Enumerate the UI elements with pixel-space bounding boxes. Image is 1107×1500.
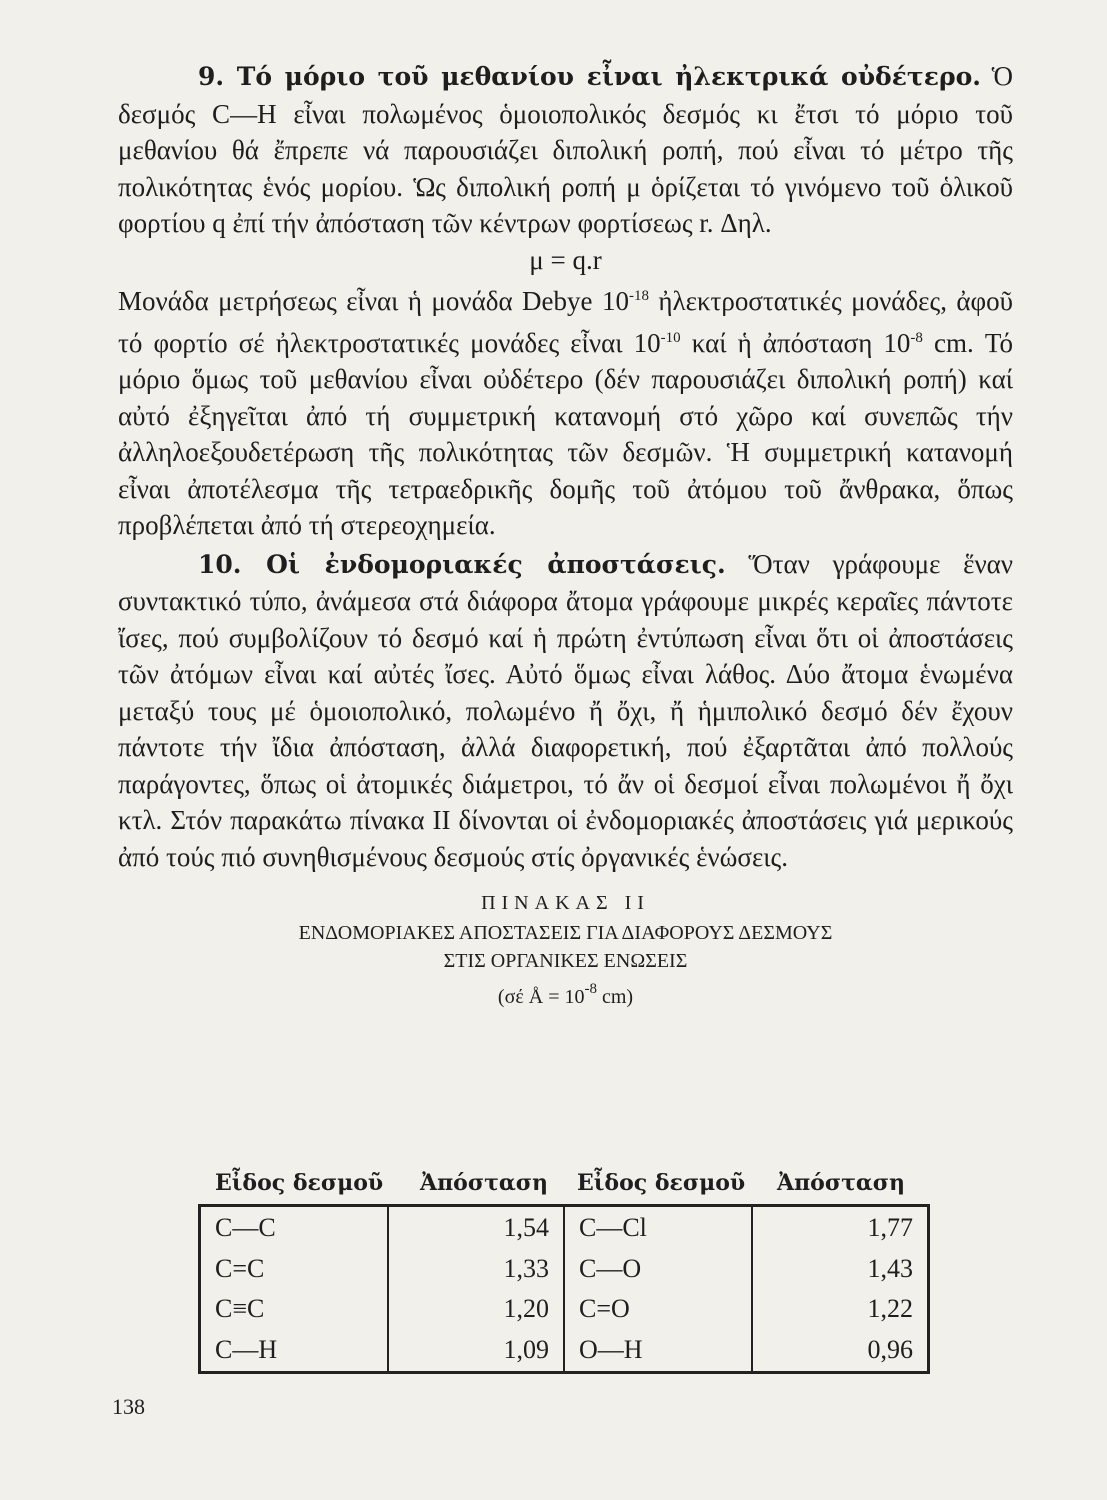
text-fragment: καί ἡ ἀπόσταση 10 <box>680 327 911 358</box>
section-9-continued <box>118 278 1013 544</box>
table-title-line2: ΣΤΙΣ ΟΡΓΑΝΙΚΕΣ ΕΝΩΣΕΙΣ <box>443 950 688 972</box>
exponent: -10 <box>660 329 681 346</box>
distance-cell: 1,77 <box>752 1206 928 1249</box>
distance-cell: 1,43 <box>752 1248 928 1289</box>
unit-text: cm) <box>596 986 634 1008</box>
bond-distance-table <box>198 1204 930 1374</box>
distance-cell: 1,20 <box>388 1289 564 1330</box>
section-10-text: Ὅταν γράφουμε ἕναν συντακτικό τύπο, ἀνάμεσα στά διάφορα ἄτομα γράφουμε μικρές κεραῖες πάντοτε ἴσες, πού συμβολίζουν τό δεσμό καί ἡ πρώτη ἐντύπωση εἶναι ὅτι οἱ ἀποστάσεις τῶν ἀτόμων εἶναι καί αὐτές ἴσες. Αὐτό ὅμως εἶναι λάθος. Δύο ἄτομα ἑνωμένα μεταξύ τους μέ ὁμοιοπολικό, πολωμένο ἤ ὄχι, ἤ ἡμιπολικό δεσμό δέν ἔχουν πάντοτε τήν ἴδια ἀπόσταση, ἀλλά διαφορετική, πού ἐξαρτᾶται ἀπό πολλούς παράγοντες, ὅπως οἱ ἀτομικές διάμετροι, τό ἄν οἱ δεσμοί εἶναι πολωμένοι ἤ ὄχι κτλ. Στόν παρακάτω πίνακα II δίνονται οἱ ἐνδομοριακές ἀποστάσεις γιά μερικούς ἀπό τούς πιό συνηθισμένους δεσμούς στίς ὀργανικές ἑνώσεις. <box>118 548 1014 872</box>
distance-cell: 1,54 <box>388 1206 564 1249</box>
text-fragment: cm. Τό μόριο ὅμως τοῦ μεθανίου εἶναι οὐδέτερο (δέν παρουσιάζει διπολική ροπή) καί αὐτό ἐξηγεῖται ἀπό τή συμμετρική κατανομή στό χῶρο καί συνεπῶς τήν ἀλληλοεξουδετέρωση τῆς πολικότητας τῶν δεσμῶν. Ἡ συμμετρική κατανομή εἶναι ἀποτέλεσμα τῆς τετραεδρικῆς δομῆς τοῦ ἀτόμου τοῦ ἄνθρακα, ὅπως προβλέπεται ἀπό τή στερεοχημεία. <box>118 327 1013 540</box>
table-row <box>200 1248 929 1289</box>
table-label: ΠΙΝΑΚΑΣ II <box>481 892 650 914</box>
bond-type-cell: C—H <box>215 1335 278 1365</box>
page-body <box>118 58 1013 1011</box>
bond-type-cell: C—O <box>564 1248 752 1289</box>
table-unit <box>118 975 1013 1011</box>
exponent: -8 <box>910 329 923 346</box>
distance-cell: 0,96 <box>752 1330 928 1373</box>
table-caption <box>118 887 1013 1011</box>
col-header: Ἀπόσταση <box>777 1170 906 1196</box>
table-row <box>200 1206 929 1249</box>
section-10-paragraph <box>118 546 1013 876</box>
bond-type-cell: C≡C <box>215 1294 265 1324</box>
table-row <box>200 1330 929 1373</box>
text-fragment: ἠλεκτροστατικές μονάδες, ἀφοῦ τό φορτίο σέ ἠλεκτροστατικές μονάδες εἶναι 10 <box>118 286 1013 358</box>
text-fragment: Μονάδα μετρήσεως εἶναι ἡ μονάδα Debye 10 <box>118 286 629 316</box>
exponent: -18 <box>628 288 649 304</box>
unit-text: (σέ Å = 10 <box>497 986 585 1008</box>
table-header <box>215 1170 915 1204</box>
bond-type-cell: C—Cl <box>564 1206 752 1249</box>
distance-cell: 1,09 <box>388 1330 564 1373</box>
section-9-text: Ὁ δεσμός C—H εἶναι πολωμένος ὁμοιοπολικός δεσμός κι ἔτσι τό μόριο τοῦ μεθανίου θά ἔπρεπε νά παρουσιάζει διπολική ροπή, πού εἶναι τό μέτρο τῆς πολικότητας ἑνός μορίου. Ὡς διπολική ροπή μ ὁρίζεται τό γινόμενο τοῦ ὁλικοῦ φορτίου q ἐπί τήν ἀπόσταση τῶν κέντρων φορτίσεως r. Δηλ. <box>118 61 1013 238</box>
distance-cell: 1,33 <box>388 1248 564 1289</box>
section-9-paragraph <box>118 58 1013 242</box>
page-number: 138 <box>112 1394 145 1419</box>
bond-type-cell: C=O <box>564 1289 752 1330</box>
section-10-heading: 10. Οἱ ἐνδομοριακές ἀποστάσεις. <box>198 549 726 579</box>
table-title-line1: ΕΝΔΟΜΟΡΙΑΚΕΣ ΑΠΟΣΤΑΣΕΙΣ ΓΙΑ ΔΙΑΦΟΡΟΥΣ ΔΕΣΜΟΥΣ <box>298 922 833 944</box>
col-header: Εἶδος δεσμοῦ <box>215 1170 384 1196</box>
distance-cell: 1,22 <box>752 1289 928 1330</box>
unit-exponent: -8 <box>584 981 597 997</box>
col-header: Ἀπόσταση <box>420 1170 549 1196</box>
bond-type-cell: C—C <box>215 1212 276 1242</box>
col-header: Εἶδος δεσμοῦ <box>577 1170 746 1196</box>
bond-type-cell: C=C <box>215 1253 265 1283</box>
table-row <box>200 1289 929 1330</box>
dipole-formula: μ = q.r <box>529 244 602 275</box>
bond-type-cell: O—H <box>564 1330 752 1373</box>
section-9-heading: 9. Τό μόριο τοῦ μεθανίου εἶναι ἠλεκτρικά οὐδέτερο. <box>198 62 981 91</box>
